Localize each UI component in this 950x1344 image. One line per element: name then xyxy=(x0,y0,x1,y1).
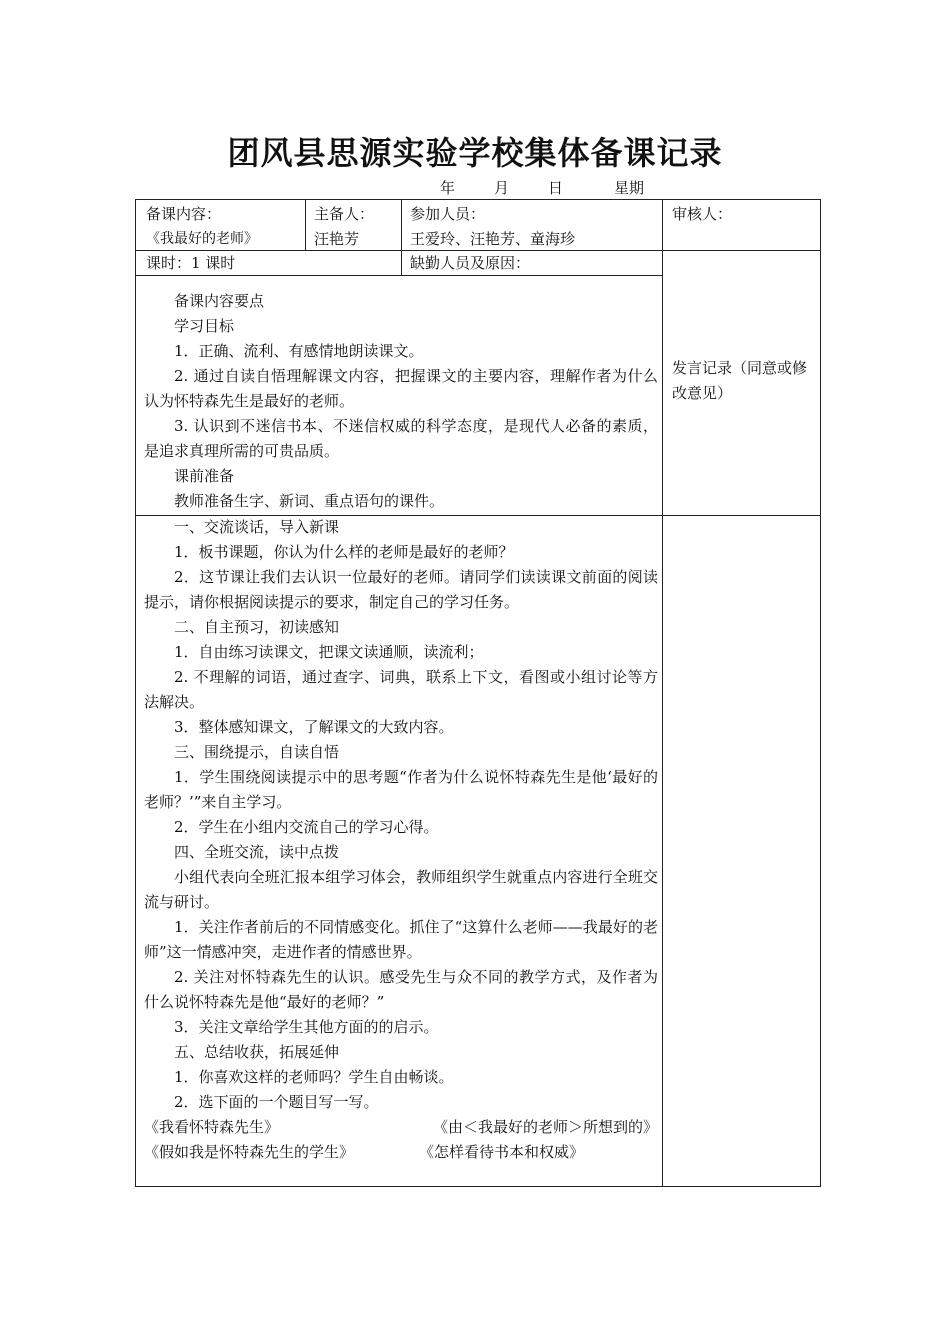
goal-item: 3. 认识到不迷信书本、不迷信权威的科学态度，是现代人必备的素质，是追求真理所需的可贵品质。 xyxy=(144,417,658,460)
procedure-line: 二、自主预习，初读感知 xyxy=(174,618,340,636)
procedure-section xyxy=(144,515,658,1165)
participants-cell xyxy=(410,202,658,252)
topic-item: 《由＜我最好的老师＞所想到的》 xyxy=(432,1118,658,1136)
date-weekday: 星期 xyxy=(614,179,645,197)
period-cell: 课时：1 课时 xyxy=(146,254,236,272)
procedure-line: 3．整体感知课文，了解课文的大致内容。 xyxy=(174,718,454,736)
date-month: 月 xyxy=(494,179,510,197)
content-value: 《我最好的老师》 xyxy=(146,231,258,247)
procedure-line: 一、交流谈话，导入新课 xyxy=(174,518,340,536)
procedure-line: 1．你喜欢这样的老师吗？学生自由畅谈。 xyxy=(174,1068,454,1086)
topic-item: 《我看怀特森先生》 xyxy=(144,1118,280,1136)
goals-heading: 学习目标 xyxy=(174,317,235,335)
procedure-line: 2. 不理解的词语，通过查字、词典，联系上下文，看图或小组讨论等方法解决。 xyxy=(144,668,658,711)
before-class-text: 教师准备生字、新词、重点语句的课件。 xyxy=(174,492,445,510)
rule-col-remarks xyxy=(662,200,663,1187)
topic-item: 《怎样看待书本和权威》 xyxy=(419,1143,585,1161)
goal-item: 2. 通过自读自悟理解课文内容，把握课文的主要内容，理解作者为什么认为怀特森先生是最好的老师。 xyxy=(144,367,658,410)
rule-col-lead xyxy=(305,200,306,250)
prep-section xyxy=(144,289,658,514)
content-label: 备课内容： xyxy=(146,205,222,223)
date-day: 日 xyxy=(548,179,564,197)
page-title: 团风县思源实验学校集体备课记录 xyxy=(227,134,723,172)
procedure-line: 1．学生围绕阅读提示中的思考题“作者为什么说怀特森先生是他‘最好的老师？’”来自主学习。 xyxy=(144,768,658,811)
topic-row xyxy=(144,1115,658,1140)
topic-item: 《假如我是怀特森先生的学生》 xyxy=(144,1143,355,1161)
content-cell xyxy=(146,202,301,252)
reviewer-label: 审核人： xyxy=(672,205,733,223)
rule-col-participants xyxy=(401,200,402,275)
date-year: 年 xyxy=(440,179,456,197)
lesson-record-table xyxy=(135,199,821,1187)
date-line xyxy=(440,177,644,198)
participants-value: 王爱玲、汪艳芳、童海珍 xyxy=(410,230,576,248)
lead-value: 汪艳芳 xyxy=(314,230,360,248)
before-class-heading: 课前准备 xyxy=(174,467,235,485)
procedure-line: 3．关注文章给学生其他方面的的启示。 xyxy=(174,1018,439,1036)
remarks-label: 发言记录（同意或修改意见） xyxy=(672,359,808,402)
lead-label: 主备人： xyxy=(314,205,375,223)
procedure-line: 1．关注作者前后的不同情感变化。抓住了“这算什么老师——我最好的老师”这一情感冲突，走进作者的情感世界。 xyxy=(144,918,658,961)
procedure-line: 2．这节课让我们去认识一位最好的老师。请同学们读读课文前面的阅读提示，请你根据阅读提示的要求，制定自己的学习任务。 xyxy=(144,568,658,611)
lead-cell xyxy=(314,202,399,252)
procedure-line: 五、总结收获，拓展延伸 xyxy=(174,1043,340,1061)
participants-label: 参加人员： xyxy=(410,205,486,223)
topic-row xyxy=(144,1140,658,1165)
procedure-line: 四、全班交流，读中点拨 xyxy=(174,843,340,861)
procedure-line: 1．板书课题，你认为什么样的老师是最好的老师？ xyxy=(174,543,514,561)
absent-cell: 缺勤人员及原因： xyxy=(410,254,531,272)
procedure-line: 1．自由练习读课文，把课文读通顺，读流利； xyxy=(174,643,484,661)
procedure-line: 2．学生在小组内交流自己的学习心得。 xyxy=(174,818,439,836)
procedure-line: 三、围绕提示，自读自悟 xyxy=(174,743,340,761)
procedure-line: 2．选下面的一个题目写一写。 xyxy=(174,1093,379,1111)
procedure-line: 小组代表向全班汇报本组学习体会，教师组织学生就重点内容进行全班交流与研讨。 xyxy=(144,868,658,911)
goal-item: 1．正确、流利、有感情地朗读课文。 xyxy=(174,342,424,360)
prep-heading: 备课内容要点 xyxy=(174,292,265,310)
reviewer-cell xyxy=(672,202,817,227)
procedure-line: 2. 关注对怀特森先生的认识。感受先生与众不同的教学方式，及作者为什么说怀特森先是他“最好的老师？” xyxy=(144,968,658,1011)
